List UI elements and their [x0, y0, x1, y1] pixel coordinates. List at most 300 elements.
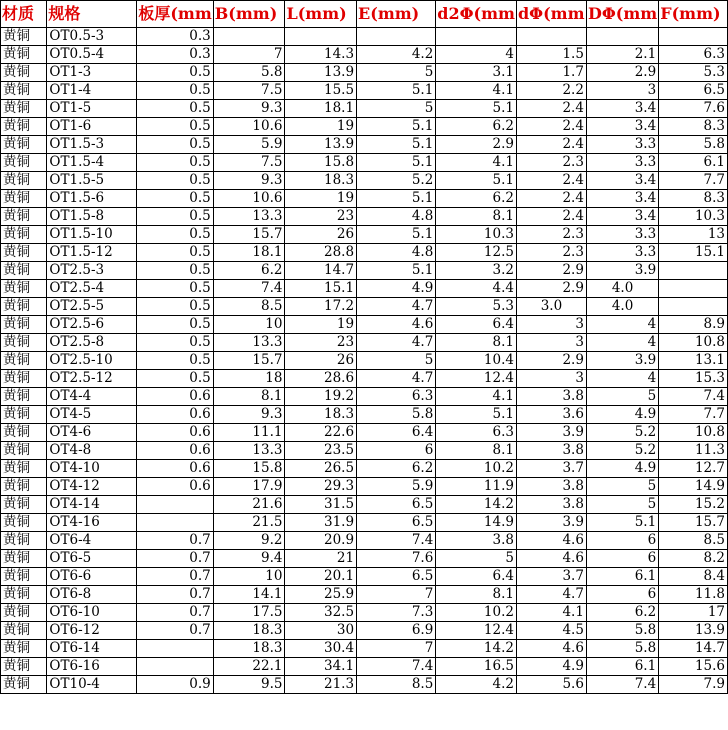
cell-spec: OT2.5-3	[47, 262, 137, 280]
cell-b: 11.1	[213, 424, 285, 442]
cell-d2: 4.1	[436, 82, 517, 100]
cell-material: 黄铜	[1, 136, 47, 154]
cell-l: 18.1	[285, 100, 357, 118]
cell-e: 6	[357, 442, 436, 460]
cell-f: 7.4	[659, 388, 728, 406]
cell-thickness: 0.7	[137, 568, 213, 586]
cell-big-d: 5.8	[586, 640, 658, 658]
cell-spec: OT2.5-4	[47, 280, 137, 298]
cell-f: 14.7	[659, 640, 728, 658]
cell-b: 10	[213, 316, 285, 334]
cell-b: 7.5	[213, 82, 285, 100]
cell-thickness: 0.5	[137, 208, 213, 226]
cell-thickness: 0.5	[137, 136, 213, 154]
cell-f: 15.7	[659, 514, 728, 532]
cell-big-d: 2.1	[586, 46, 658, 64]
header-material: 材质	[1, 1, 47, 28]
cell-e	[357, 28, 436, 46]
cell-thickness: 0.5	[137, 82, 213, 100]
cell-e: 5.1	[357, 190, 436, 208]
table-row	[1, 298, 728, 316]
cell-d: 3.7	[516, 568, 586, 586]
cell-e: 6.9	[357, 622, 436, 640]
cell-f: 8.3	[659, 190, 728, 208]
cell-f: 12.7	[659, 460, 728, 478]
cell-l: 19	[285, 190, 357, 208]
cell-e: 4.6	[357, 316, 436, 334]
cell-material: 黄铜	[1, 532, 47, 550]
cell-thickness: 0.5	[137, 226, 213, 244]
cell-material: 黄铜	[1, 154, 47, 172]
cell-l: 22.6	[285, 424, 357, 442]
cell-d: 3	[516, 316, 586, 334]
cell-f: 15.3	[659, 370, 728, 388]
cell-spec: OT4-6	[47, 424, 137, 442]
cell-material: 黄铜	[1, 244, 47, 262]
cell-big-d: 6.1	[586, 658, 658, 676]
cell-material: 黄铜	[1, 622, 47, 640]
cell-spec: OT1.5-5	[47, 172, 137, 190]
cell-f: 10.8	[659, 334, 728, 352]
cell-thickness: 0.6	[137, 406, 213, 424]
table-row	[1, 676, 728, 694]
cell-f: 15.2	[659, 496, 728, 514]
cell-thickness: 0.6	[137, 442, 213, 460]
cell-f: 8.4	[659, 568, 728, 586]
cell-e: 6.3	[357, 388, 436, 406]
cell-b: 9.3	[213, 172, 285, 190]
cell-material: 黄铜	[1, 262, 47, 280]
cell-spec: OT0.5-3	[47, 28, 137, 46]
cell-spec: OT4-4	[47, 388, 137, 406]
cell-b: 13.3	[213, 442, 285, 460]
cell-big-d: 6	[586, 532, 658, 550]
cell-b: 18.3	[213, 622, 285, 640]
cell-material: 黄铜	[1, 100, 47, 118]
cell-thickness: 0.5	[137, 316, 213, 334]
cell-d: 4.6	[516, 640, 586, 658]
cell-d2: 10.3	[436, 226, 517, 244]
cell-spec: OT1-4	[47, 82, 137, 100]
cell-big-d: 3.9	[586, 352, 658, 370]
cell-thickness: 0.3	[137, 28, 213, 46]
cell-thickness: 0.5	[137, 172, 213, 190]
cell-d2: 3.1	[436, 64, 517, 82]
table-row	[1, 46, 728, 64]
cell-thickness: 0.7	[137, 622, 213, 640]
cell-d2: 8.1	[436, 586, 517, 604]
cell-f	[659, 298, 728, 316]
cell-big-d: 4.0	[586, 280, 658, 298]
cell-b: 5.8	[213, 64, 285, 82]
table-row	[1, 442, 728, 460]
cell-thickness: 0.6	[137, 388, 213, 406]
cell-e: 6.5	[357, 514, 436, 532]
cell-f: 8.9	[659, 316, 728, 334]
header-b: B(mm)	[213, 1, 285, 28]
cell-f: 11.3	[659, 442, 728, 460]
cell-b: 10	[213, 568, 285, 586]
cell-big-d: 6	[586, 550, 658, 568]
cell-b: 8.5	[213, 298, 285, 316]
cell-big-d	[586, 28, 658, 46]
cell-l: 21.3	[285, 676, 357, 694]
cell-d2: 5.3	[436, 298, 517, 316]
cell-f: 5.8	[659, 136, 728, 154]
cell-thickness: 0.5	[137, 190, 213, 208]
cell-thickness: 0.5	[137, 298, 213, 316]
cell-f	[659, 28, 728, 46]
cell-d: 2.9	[516, 352, 586, 370]
cell-d: 2.3	[516, 154, 586, 172]
cell-b: 18	[213, 370, 285, 388]
cell-material: 黄铜	[1, 676, 47, 694]
table-row	[1, 514, 728, 532]
cell-material: 黄铜	[1, 388, 47, 406]
cell-l: 15.8	[285, 154, 357, 172]
table-row	[1, 460, 728, 478]
cell-l: 19	[285, 316, 357, 334]
cell-material: 黄铜	[1, 208, 47, 226]
cell-b: 10.6	[213, 118, 285, 136]
cell-e: 5	[357, 100, 436, 118]
cell-l: 13.9	[285, 136, 357, 154]
cell-d: 2.4	[516, 208, 586, 226]
cell-f: 6.1	[659, 154, 728, 172]
cell-big-d: 4.9	[586, 406, 658, 424]
table-row	[1, 208, 728, 226]
table-row	[1, 406, 728, 424]
cell-l: 19	[285, 118, 357, 136]
table-row	[1, 226, 728, 244]
cell-spec: OT1-3	[47, 64, 137, 82]
cell-b: 8.1	[213, 388, 285, 406]
cell-thickness: 0.6	[137, 424, 213, 442]
cell-d2: 6.2	[436, 190, 517, 208]
cell-b: 18.3	[213, 640, 285, 658]
table-row	[1, 658, 728, 676]
cell-d: 2.4	[516, 136, 586, 154]
cell-b: 7.5	[213, 154, 285, 172]
cell-big-d: 5.1	[586, 514, 658, 532]
cell-l: 13.9	[285, 64, 357, 82]
cell-big-d: 6.1	[586, 568, 658, 586]
cell-f: 7.6	[659, 100, 728, 118]
cell-spec: OT6-5	[47, 550, 137, 568]
cell-thickness: 0.5	[137, 118, 213, 136]
cell-spec: OT2.5-5	[47, 298, 137, 316]
cell-spec: OT4-12	[47, 478, 137, 496]
table-row	[1, 496, 728, 514]
cell-d2: 5.1	[436, 100, 517, 118]
cell-d2: 12.5	[436, 244, 517, 262]
table-row	[1, 316, 728, 334]
table-row	[1, 568, 728, 586]
cell-l: 23	[285, 334, 357, 352]
cell-spec: OT4-16	[47, 514, 137, 532]
cell-l: 18.3	[285, 406, 357, 424]
cell-d: 2.9	[516, 262, 586, 280]
table-row	[1, 550, 728, 568]
cell-thickness: 0.7	[137, 604, 213, 622]
cell-l: 18.3	[285, 172, 357, 190]
cell-big-d: 3.4	[586, 208, 658, 226]
cell-thickness: 0.5	[137, 262, 213, 280]
cell-big-d: 4.9	[586, 460, 658, 478]
cell-material: 黄铜	[1, 316, 47, 334]
cell-d: 4.7	[516, 586, 586, 604]
cell-d2: 8.1	[436, 208, 517, 226]
cell-l: 17.2	[285, 298, 357, 316]
cell-l: 31.9	[285, 514, 357, 532]
cell-d: 3.8	[516, 496, 586, 514]
cell-b: 15.8	[213, 460, 285, 478]
cell-e: 4.8	[357, 244, 436, 262]
cell-d: 2.4	[516, 190, 586, 208]
cell-d2: 3.2	[436, 262, 517, 280]
cell-spec: OT6-14	[47, 640, 137, 658]
table-row	[1, 532, 728, 550]
cell-big-d: 3.4	[586, 172, 658, 190]
cell-spec: OT4-5	[47, 406, 137, 424]
cell-l: 23.5	[285, 442, 357, 460]
table-row	[1, 424, 728, 442]
cell-e: 5.1	[357, 82, 436, 100]
cell-b: 17.9	[213, 478, 285, 496]
cell-big-d: 3.3	[586, 244, 658, 262]
table-row	[1, 136, 728, 154]
cell-f: 15.1	[659, 244, 728, 262]
header-spec: 规格	[47, 1, 137, 28]
cell-material: 黄铜	[1, 172, 47, 190]
cell-material: 黄铜	[1, 640, 47, 658]
cell-e: 7.4	[357, 658, 436, 676]
cell-b: 22.1	[213, 658, 285, 676]
cell-big-d: 5	[586, 478, 658, 496]
cell-spec: OT4-8	[47, 442, 137, 460]
cell-d2	[436, 28, 517, 46]
cell-e: 6.5	[357, 496, 436, 514]
cell-thickness: 0.5	[137, 244, 213, 262]
cell-d: 3.8	[516, 478, 586, 496]
cell-l: 15.1	[285, 280, 357, 298]
cell-d2: 6.3	[436, 424, 517, 442]
cell-b: 9.4	[213, 550, 285, 568]
cell-b: 14.1	[213, 586, 285, 604]
cell-material: 黄铜	[1, 604, 47, 622]
cell-thickness: 0.5	[137, 100, 213, 118]
cell-big-d: 6.2	[586, 604, 658, 622]
cell-b: 13.3	[213, 208, 285, 226]
cell-d2: 10.2	[436, 460, 517, 478]
cell-big-d: 3.4	[586, 118, 658, 136]
cell-d: 2.4	[516, 118, 586, 136]
cell-e: 4.9	[357, 280, 436, 298]
table-row	[1, 388, 728, 406]
cell-f: 13.9	[659, 622, 728, 640]
cell-e: 5.9	[357, 478, 436, 496]
cell-e: 4.2	[357, 46, 436, 64]
cell-l: 21	[285, 550, 357, 568]
cell-d2: 5	[436, 550, 517, 568]
cell-l: 30.4	[285, 640, 357, 658]
cell-material: 黄铜	[1, 496, 47, 514]
cell-d: 2.9	[516, 280, 586, 298]
cell-big-d: 4	[586, 370, 658, 388]
cell-material: 黄铜	[1, 28, 47, 46]
cell-l: 25.9	[285, 586, 357, 604]
cell-d: 1.7	[516, 64, 586, 82]
cell-spec: OT1.5-4	[47, 154, 137, 172]
table-row	[1, 280, 728, 298]
cell-l: 20.9	[285, 532, 357, 550]
cell-l: 28.8	[285, 244, 357, 262]
cell-material: 黄铜	[1, 118, 47, 136]
cell-e: 6.2	[357, 460, 436, 478]
cell-spec: OT6-12	[47, 622, 137, 640]
cell-f: 6.5	[659, 82, 728, 100]
cell-material: 黄铜	[1, 586, 47, 604]
cell-e: 6.5	[357, 568, 436, 586]
cell-l: 14.3	[285, 46, 357, 64]
cell-material: 黄铜	[1, 568, 47, 586]
cell-e: 4.7	[357, 370, 436, 388]
cell-spec: OT1.5-10	[47, 226, 137, 244]
cell-f: 17	[659, 604, 728, 622]
cell-l	[285, 28, 357, 46]
cell-d: 2.3	[516, 244, 586, 262]
cell-d2: 8.1	[436, 334, 517, 352]
cell-big-d: 5.8	[586, 622, 658, 640]
cell-thickness	[137, 640, 213, 658]
table-row	[1, 622, 728, 640]
cell-d: 5.6	[516, 676, 586, 694]
cell-d2: 6.4	[436, 316, 517, 334]
cell-spec: OT6-10	[47, 604, 137, 622]
cell-f: 14.9	[659, 478, 728, 496]
cell-big-d: 4.0	[586, 298, 658, 316]
cell-d: 3	[516, 334, 586, 352]
cell-e: 5	[357, 64, 436, 82]
header-thickness: 板厚(mm	[137, 1, 213, 28]
cell-d: 3.9	[516, 424, 586, 442]
cell-spec: OT1.5-8	[47, 208, 137, 226]
cell-thickness: 0.5	[137, 370, 213, 388]
header-row	[1, 1, 728, 28]
table-row	[1, 118, 728, 136]
cell-f: 8.5	[659, 532, 728, 550]
cell-big-d: 3.4	[586, 100, 658, 118]
cell-d2: 12.4	[436, 370, 517, 388]
cell-spec: OT6-16	[47, 658, 137, 676]
cell-b: 7	[213, 46, 285, 64]
cell-e: 7	[357, 586, 436, 604]
cell-thickness	[137, 496, 213, 514]
table-row	[1, 154, 728, 172]
cell-big-d: 3	[586, 82, 658, 100]
cell-b: 15.7	[213, 226, 285, 244]
cell-d2: 3.8	[436, 532, 517, 550]
cell-material: 黄铜	[1, 424, 47, 442]
cell-material: 黄铜	[1, 658, 47, 676]
cell-f: 7.7	[659, 172, 728, 190]
cell-l: 19.2	[285, 388, 357, 406]
cell-l: 32.5	[285, 604, 357, 622]
table-row	[1, 64, 728, 82]
cell-d: 4.5	[516, 622, 586, 640]
cell-material: 黄铜	[1, 64, 47, 82]
cell-f: 11.8	[659, 586, 728, 604]
cell-f: 8.2	[659, 550, 728, 568]
table-row	[1, 370, 728, 388]
cell-d: 4.6	[516, 550, 586, 568]
cell-l: 28.6	[285, 370, 357, 388]
cell-d: 4.9	[516, 658, 586, 676]
cell-big-d: 2.9	[586, 64, 658, 82]
cell-d2: 16.5	[436, 658, 517, 676]
cell-d: 2.2	[516, 82, 586, 100]
cell-f: 13.1	[659, 352, 728, 370]
cell-b: 7.4	[213, 280, 285, 298]
header-f: F(mm)	[659, 1, 728, 28]
cell-f: 6.3	[659, 46, 728, 64]
cell-d2: 5.1	[436, 406, 517, 424]
cell-material: 黄铜	[1, 550, 47, 568]
cell-e: 4.7	[357, 298, 436, 316]
cell-material: 黄铜	[1, 190, 47, 208]
cell-spec: OT6-8	[47, 586, 137, 604]
table-row	[1, 586, 728, 604]
cell-l: 15.5	[285, 82, 357, 100]
cell-d2: 6.2	[436, 118, 517, 136]
cell-l: 23	[285, 208, 357, 226]
cell-b: 21.6	[213, 496, 285, 514]
cell-material: 黄铜	[1, 46, 47, 64]
cell-e: 7.4	[357, 532, 436, 550]
cell-d: 3.8	[516, 388, 586, 406]
cell-d2: 4.1	[436, 388, 517, 406]
cell-spec: OT1.5-12	[47, 244, 137, 262]
cell-l: 29.3	[285, 478, 357, 496]
cell-d2: 12.4	[436, 622, 517, 640]
cell-big-d: 4	[586, 316, 658, 334]
cell-d: 3.9	[516, 514, 586, 532]
header-d2: d2Φ(mm	[436, 1, 517, 28]
cell-d2: 14.2	[436, 640, 517, 658]
cell-l: 14.7	[285, 262, 357, 280]
cell-e: 8.5	[357, 676, 436, 694]
table-row	[1, 352, 728, 370]
cell-spec: OT2.5-12	[47, 370, 137, 388]
cell-b: 21.5	[213, 514, 285, 532]
cell-d2: 10.2	[436, 604, 517, 622]
cell-e: 6.4	[357, 424, 436, 442]
cell-spec: OT1-5	[47, 100, 137, 118]
cell-d2: 4.1	[436, 154, 517, 172]
cell-e: 5.1	[357, 136, 436, 154]
cell-thickness: 0.3	[137, 46, 213, 64]
table-row	[1, 244, 728, 262]
cell-d2: 8.1	[436, 442, 517, 460]
table-row	[1, 640, 728, 658]
cell-material: 黄铜	[1, 352, 47, 370]
cell-big-d: 3.3	[586, 136, 658, 154]
cell-big-d: 5.2	[586, 424, 658, 442]
cell-d2: 5.1	[436, 172, 517, 190]
cell-d	[516, 28, 586, 46]
cell-material: 黄铜	[1, 460, 47, 478]
cell-d: 1.5	[516, 46, 586, 64]
